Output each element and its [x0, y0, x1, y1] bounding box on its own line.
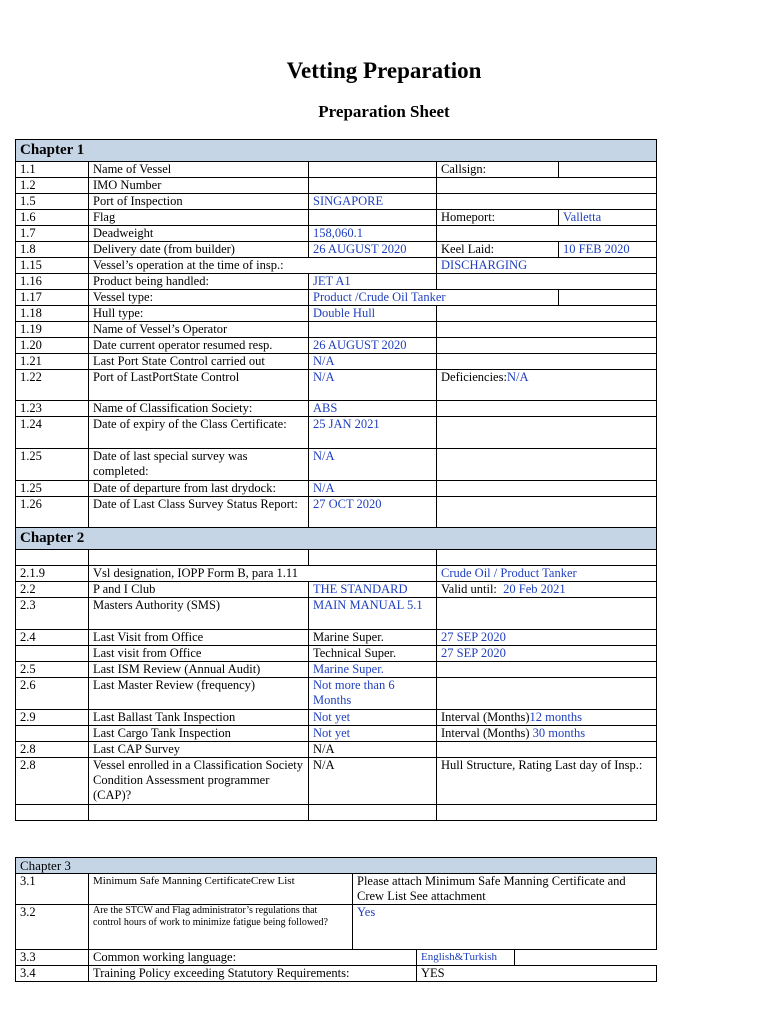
table-row: 1.19 Name of Vessel’s Operator [16, 322, 657, 338]
table-row: 3.1 Minimum Safe Manning CertificateCrew List Please attach Minimum Safe Manning Certificate and Crew List See attachment [16, 874, 657, 905]
table-row: 1.15 Vessel’s operation at the time of insp.: DISCHARGING [16, 258, 657, 274]
table-row: 2.9 Last Ballast Tank Inspection Not yet Interval (Months)12 months [16, 710, 657, 726]
table-row: Last Cargo Tank Inspection Not yet Interval (Months) 30 months [16, 726, 657, 742]
table-row: 2.5 Last ISM Review (Annual Audit) Marine Super. [16, 662, 657, 678]
table-row: 2.2 P and I Club THE STANDARD Valid until: 20 Feb 2021 [16, 582, 657, 598]
table-row: 1.25 Date of last special survey was completed: N/A [16, 449, 657, 481]
table-row: 1.23 Name of Classification Society: ABS [16, 401, 657, 417]
table-row: 3.3 Common working language: English&Turkish [16, 950, 657, 966]
table-row: 2.8 Vessel enrolled in a Classification Society Condition Assessment programmer (CAP)? N/A Hull Structure, Rating Last day of Insp.: [16, 758, 657, 805]
preparation-table-ch3 [15, 857, 657, 982]
table-row: 1.22 Port of LastPortState Control N/A Deficiencies:N/A [16, 370, 657, 401]
preparation-table-ch1-ch2 [15, 139, 657, 821]
table-row: 1.2 IMO Number [16, 178, 657, 194]
table-row: 3.2 Are the STCW and Flag administrator’s regulations that control hours of work to minimize fatigue being followed? Yes [16, 905, 657, 950]
document-subtitle: Preparation Sheet [318, 102, 450, 121]
table-row: 2.3 Masters Authority (SMS) MAIN MANUAL 5.1 [16, 598, 657, 630]
chapter-3-heading: Chapter 3 [16, 858, 657, 874]
table-row: 1.20 Date current operator resumed resp. 26 AUGUST 2020 [16, 338, 657, 354]
document-title: Vetting Preparation [286, 58, 482, 83]
table-row: 2.1.9 Vsl designation, IOPP Form B, para 1.11 Crude Oil / Product Tanker [16, 566, 657, 582]
table-row: 1.6 Flag Homeport: Valletta [16, 210, 657, 226]
table-row: 1.5 Port of Inspection SINGAPORE [16, 194, 657, 210]
chapter-1-heading: Chapter 1 [16, 140, 657, 162]
table-row: 1.18 Hull type: Double Hull [16, 306, 657, 322]
table-row: Last visit from Office Technical Super. 27 SEP 2020 [16, 646, 657, 662]
table-row [16, 805, 657, 821]
table-row: 1.25 Date of departure from last drydock: N/A [16, 481, 657, 497]
table-row: 1.17 Vessel type: Product /Crude Oil Tanker [16, 290, 657, 306]
table-row [16, 550, 657, 566]
table-row: 2.8 Last CAP Survey N/A [16, 742, 657, 758]
table-row: 1.1 Name of Vessel Callsign: [16, 162, 657, 178]
table-row: 1.16 Product being handled: JET A1 [16, 274, 657, 290]
table-row: 1.8 Delivery date (from builder) 26 AUGUST 2020 Keel Laid: 10 FEB 2020 [16, 242, 657, 258]
table-row: 2.6 Last Master Review (frequency) Not more than 6 Months [16, 678, 657, 710]
table-row: 1.21 Last Port State Control carried out N/A [16, 354, 657, 370]
table-row: 1.24 Date of expiry of the Class Certificate: 25 JAN 2021 [16, 417, 657, 449]
table-row: 2.4 Last Visit from Office Marine Super. 27 SEP 2020 [16, 630, 657, 646]
table-row: 3.4 Training Policy exceeding Statutory Requirements: YES [16, 966, 657, 982]
chapter-2-heading: Chapter 2 [16, 528, 657, 550]
table-row: 1.7 Deadweight 158,060.1 [16, 226, 657, 242]
table-row: 1.26 Date of Last Class Survey Status Report: 27 OCT 2020 [16, 497, 657, 528]
